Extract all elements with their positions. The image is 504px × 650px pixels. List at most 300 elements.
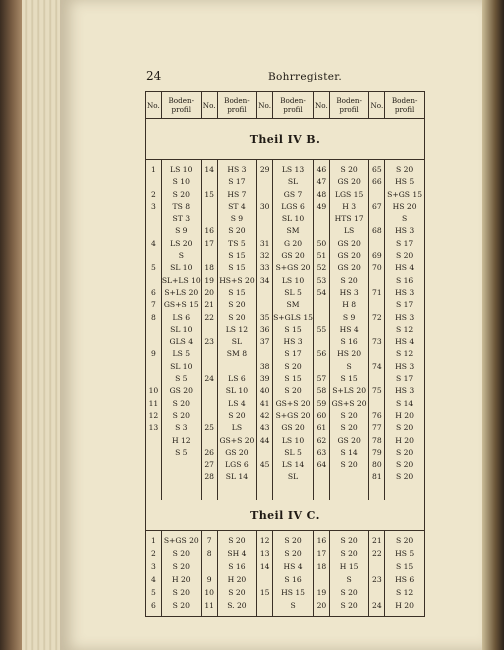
soil-profile-entry: GS+S 20: [275, 398, 311, 408]
header-profil: Boden-profil: [329, 92, 369, 119]
soil-profile-entry: S 12: [395, 588, 414, 598]
soil-profile-entry: LGS 6: [281, 201, 305, 211]
section-body: [146, 160, 425, 501]
soil-profile-entry: LS 10: [281, 275, 305, 285]
no-column: [314, 531, 330, 617]
bore-number: 11: [204, 601, 215, 611]
no-column: [146, 531, 162, 617]
bore-number: [146, 176, 161, 188]
soil-profile-entry: S 20: [340, 410, 358, 420]
bore-number: 17: [316, 549, 327, 559]
soil-profile-entry: S 20: [395, 472, 414, 482]
bore-number: 22: [372, 549, 382, 559]
soil-profile-entry: S 17: [228, 177, 246, 187]
bore-number: 5: [150, 263, 156, 273]
bore-number: [146, 250, 161, 262]
soil-profile-entry: S 15: [284, 324, 302, 334]
bore-number: 12: [259, 536, 270, 546]
soil-profile-entry: S+GS 20: [163, 536, 199, 546]
bore-number: [202, 201, 217, 213]
soil-profile-entry: S 12: [395, 324, 414, 334]
bore-number: [146, 225, 161, 237]
bore-number: 66: [372, 177, 382, 187]
no-column: [314, 160, 330, 501]
soil-profile-entry: S 20: [340, 536, 358, 546]
soil-profile-entry: HS 6: [395, 575, 415, 585]
soil-profile-entry: GS 7: [283, 189, 303, 199]
header-row: [146, 92, 425, 119]
bore-number: 34: [259, 275, 270, 285]
header-profil: Boden-profil: [385, 92, 425, 119]
bore-number: 2: [150, 189, 156, 199]
bore-number: 22: [204, 312, 215, 322]
soil-profile-entry: S 15: [228, 263, 246, 273]
section-title: Theil IV B.: [146, 119, 425, 160]
bore-number: [202, 385, 217, 397]
soil-profile-entry: S 20: [284, 549, 302, 559]
soil-profile-entry: S 20: [228, 226, 246, 236]
soil-profile-entry: SL+LS 10: [161, 275, 201, 285]
bore-number: 35: [259, 312, 270, 322]
soil-profile-entry: HS 4: [395, 263, 415, 273]
soil-profile-entry: S: [346, 575, 352, 585]
soil-profile-entry: S 10: [172, 177, 190, 187]
profil-column: [385, 531, 425, 617]
bore-number: 2: [150, 549, 156, 559]
soil-profile-entry: GS 20: [225, 447, 249, 457]
soil-profile-entry: S+GS 20: [275, 263, 311, 273]
soil-profile-entry: H 20: [171, 575, 191, 585]
soil-profile-entry: LS 4: [228, 398, 246, 408]
soil-profile-entry: HS 20: [337, 349, 362, 359]
bore-number: 30: [259, 201, 270, 211]
soil-profile-entry: S 20: [284, 361, 302, 371]
soil-profile-entry: HS+S 20: [219, 275, 255, 285]
bore-number: 14: [259, 562, 270, 572]
profil-column: [161, 160, 201, 501]
bore-number: [202, 560, 217, 573]
bore-number: 71: [372, 287, 382, 297]
bore-number: 4: [150, 238, 156, 248]
bore-number: [257, 225, 272, 237]
bore-number: 13: [148, 423, 159, 433]
bore-number: [202, 361, 217, 373]
section-heading-row: [146, 119, 425, 160]
soil-profile-entry: S 9: [230, 214, 244, 224]
bore-number: 7: [206, 536, 212, 546]
bore-number: [202, 348, 217, 360]
soil-profile-entry: SM: [286, 300, 300, 310]
soil-profile-entry: S 20: [172, 549, 190, 559]
soil-profile-entry: HS 5: [395, 177, 415, 187]
soil-profile-entry: HS 15: [281, 588, 305, 598]
bore-number: [202, 213, 217, 225]
bore-number: 70: [372, 263, 382, 273]
profil-column: [273, 531, 314, 617]
bore-number: 15: [259, 588, 270, 598]
soil-profile-entry: HS 3: [395, 287, 415, 297]
bore-number: 45: [259, 460, 270, 470]
no-column: [369, 160, 385, 501]
bore-number: [202, 398, 217, 410]
soil-profile-entry: S 20: [228, 300, 246, 310]
soil-profile-entry: S 16: [340, 337, 358, 347]
soil-profile-entry: [218, 361, 257, 373]
bore-register-table: [145, 91, 425, 617]
soil-profile-entry: H 20: [395, 601, 414, 611]
soil-profile-entry: S 20: [340, 601, 358, 611]
soil-profile-entry: SL 14: [225, 472, 249, 482]
soil-profile-entry: S 16: [395, 275, 414, 285]
bore-number: [257, 599, 272, 612]
bore-number: 24: [204, 374, 215, 384]
soil-profile-entry: S 15: [228, 287, 246, 297]
bore-number: 6: [150, 287, 156, 297]
bore-number: [314, 573, 329, 586]
bore-number: [369, 560, 384, 573]
soil-profile-entry: S+GS 15: [387, 189, 423, 199]
bore-number: 51: [316, 251, 327, 261]
bore-number: 3: [150, 201, 156, 211]
header-no: No.: [369, 92, 385, 119]
soil-profile-entry: S 20: [228, 536, 246, 546]
book-spine: [0, 0, 22, 650]
soil-profile-entry: S+LS 20: [164, 287, 199, 297]
section-heading-row: [146, 500, 425, 531]
soil-profile-entry: SL 10: [225, 386, 249, 396]
header-profil: Boden-profil: [217, 92, 257, 119]
bore-number: 55: [316, 324, 327, 334]
soil-profile-entry: S: [290, 601, 296, 611]
soil-profile-entry: GS 20: [281, 423, 305, 433]
no-column: [369, 531, 385, 617]
soil-profile-entry: H 8: [342, 300, 357, 310]
soil-profile-entry: S 20: [395, 447, 414, 457]
soil-profile-entry: SL: [231, 337, 243, 347]
bore-number: 16: [204, 226, 215, 236]
bore-number: [369, 213, 384, 225]
bore-number: 80: [372, 460, 382, 470]
header-no: No.: [146, 92, 162, 119]
soil-profile-entry: LS 12: [225, 324, 249, 334]
soil-profile-entry: TS 5: [228, 238, 246, 248]
soil-profile-entry: HS 20: [392, 201, 417, 211]
soil-profile-entry: S 16: [284, 575, 302, 585]
bore-number: 8: [150, 312, 156, 322]
bore-number: [257, 299, 272, 311]
bore-number: [369, 324, 384, 336]
bore-number: 77: [372, 423, 382, 433]
bore-number: 74: [372, 361, 382, 371]
bore-number: [146, 373, 161, 385]
bore-number: 20: [316, 601, 327, 611]
soil-profile-entry: HS 4: [283, 562, 303, 572]
soil-profile-entry: GLS 4: [169, 337, 194, 347]
soil-profile-entry: S+LS 20: [332, 386, 367, 396]
soil-profile-entry: S 20: [172, 588, 190, 598]
bore-number: [257, 287, 272, 299]
soil-profile-entry: H 12: [171, 435, 191, 445]
soil-profile-entry: S+GLS 15: [273, 312, 314, 322]
soil-profile-entry: LS 14: [281, 460, 305, 470]
bore-number: [202, 176, 217, 188]
soil-profile-entry: S. 20: [227, 601, 247, 611]
bore-number: [257, 189, 272, 201]
bore-number: [202, 484, 217, 496]
soil-profile-entry: LS 13: [281, 165, 305, 174]
soil-profile-entry: S 20: [172, 601, 190, 611]
bore-number: 21: [372, 536, 382, 546]
soil-profile-entry: GS 20: [337, 177, 361, 187]
soil-profile-entry: S 20: [172, 562, 190, 572]
soil-profile-entry: S 9: [175, 226, 188, 236]
soil-profile-entry: HS 4: [339, 324, 359, 334]
bore-number: 54: [316, 287, 327, 297]
soil-profile-entry: S 20: [172, 189, 190, 199]
soil-profile-entry: S 20: [284, 536, 302, 546]
soil-profile-entry: S 20: [340, 460, 358, 470]
bore-number: 27: [204, 460, 215, 470]
bore-number: 58: [316, 386, 327, 396]
bore-number: 57: [316, 374, 327, 384]
soil-profile-entry: S 16: [228, 562, 246, 572]
soil-profile-entry: H 3: [342, 201, 357, 211]
soil-profile-entry: ST 4: [228, 201, 246, 211]
right-page-edge: [482, 0, 504, 650]
soil-profile-entry: HS 7: [227, 189, 247, 199]
soil-profile-entry: GS 20: [337, 251, 361, 261]
bore-number: 23: [372, 575, 382, 585]
soil-profile-entry: SL 10: [281, 214, 305, 224]
bore-number: [257, 447, 272, 459]
bore-number: 4: [150, 575, 156, 585]
bore-number: 76: [372, 410, 382, 420]
header-no: No.: [314, 92, 330, 119]
bore-number: 17: [204, 238, 215, 248]
bore-number: [314, 361, 329, 373]
soil-profile-entry: H 20: [395, 410, 414, 420]
bore-number: [369, 238, 384, 250]
soil-profile-entry: S: [402, 214, 408, 224]
soil-profile-entry: SL 10: [170, 263, 193, 273]
soil-profile-entry: S 9: [342, 312, 356, 322]
soil-profile-entry: SH 4: [227, 549, 247, 559]
page-edges: [22, 0, 62, 650]
bore-number: 64: [316, 460, 327, 470]
bore-number: [202, 410, 217, 422]
bore-number: 25: [204, 423, 215, 433]
soil-profile-entry: S 20: [340, 275, 358, 285]
no-column: [257, 160, 273, 501]
bore-number: 61: [316, 423, 327, 433]
header-no: No.: [257, 92, 273, 119]
bore-number: 18: [204, 263, 215, 273]
soil-profile-entry: S 17: [395, 374, 414, 384]
bore-number: 1: [150, 165, 156, 174]
bore-number: 68: [372, 226, 382, 236]
bore-number: 49: [316, 201, 327, 211]
soil-profile-entry: S: [178, 251, 184, 261]
bore-number: 69: [372, 251, 382, 261]
header-profil: Boden-profil: [273, 92, 314, 119]
soil-profile-entry: SL: [287, 177, 299, 187]
bore-number: [314, 312, 329, 324]
no-column: [201, 160, 217, 501]
bore-number: [146, 435, 161, 447]
soil-profile-entry: S 20: [228, 588, 246, 598]
soil-profile-entry: S 20: [284, 386, 302, 396]
bore-number: 24: [372, 601, 382, 611]
bore-number: [146, 336, 161, 348]
bore-number: 81: [372, 472, 382, 482]
bore-number: 50: [316, 238, 327, 248]
soil-profile-entry: SL 5: [284, 447, 302, 457]
bore-number: [369, 373, 384, 385]
bore-number: 65: [372, 165, 382, 174]
bore-number: 67: [372, 201, 382, 211]
profil-column: [385, 160, 425, 501]
bore-number: 32: [259, 251, 270, 261]
bore-number: 48: [316, 189, 327, 199]
bore-number: [369, 275, 384, 287]
bore-number: 36: [259, 324, 270, 334]
bore-number: 41: [259, 398, 270, 408]
bore-number: 9: [150, 349, 156, 359]
section-body: [146, 531, 425, 617]
soil-profile-entry: LGS 15: [334, 189, 364, 199]
bore-number: 72: [372, 312, 382, 322]
soil-profile-entry: S 20: [395, 251, 414, 261]
bore-number: 63: [316, 447, 327, 457]
bore-number: [314, 336, 329, 348]
bore-number: [257, 213, 272, 225]
bore-number: 26: [204, 447, 215, 457]
bore-number: 23: [204, 337, 215, 347]
soil-profile-entry: S 17: [395, 238, 414, 248]
soil-profile-entry: S 15: [340, 374, 358, 384]
bore-number: 73: [372, 337, 382, 347]
bore-number: 59: [316, 398, 327, 408]
bore-number: 33: [259, 263, 270, 273]
soil-profile-entry: S 17: [284, 349, 302, 359]
header-no: No.: [201, 92, 217, 119]
soil-profile-entry: HS 3: [395, 361, 415, 371]
bore-number: [314, 213, 329, 225]
soil-profile-entry: HS 3: [339, 287, 359, 297]
bore-number: 19: [316, 588, 327, 598]
bore-number: 18: [316, 562, 327, 572]
soil-profile-entry: S 5: [175, 374, 188, 384]
profil-column: [273, 160, 314, 501]
soil-profile-entry: HS 3: [227, 165, 247, 174]
bore-number: [146, 361, 161, 373]
bore-number: 78: [372, 435, 382, 445]
bore-number: 39: [259, 374, 270, 384]
soil-profile-entry: S 17: [395, 300, 414, 310]
soil-profile-entry: LS 10: [281, 435, 305, 445]
bore-number: 12: [148, 410, 159, 420]
soil-profile-entry: SL 10: [170, 361, 193, 371]
soil-profile-entry: GS 20: [169, 386, 193, 396]
bore-number: [257, 176, 272, 188]
no-column: [257, 531, 273, 617]
bore-number: 47: [316, 177, 327, 187]
bore-number: [369, 299, 384, 311]
bore-number: 53: [316, 275, 327, 285]
bore-number: 3: [150, 562, 156, 572]
profil-column: [217, 531, 257, 617]
bore-number: [369, 189, 384, 201]
no-column: [146, 160, 162, 501]
soil-profile-entry: LS 6: [172, 312, 191, 322]
bore-number: [146, 275, 161, 287]
soil-profile-entry: SM 8: [226, 349, 248, 359]
soil-profile-entry: S 12: [395, 349, 414, 359]
soil-profile-entry: GS 20: [337, 435, 361, 445]
profil-column: [329, 160, 369, 501]
soil-profile-entry: GS+S 15: [163, 300, 199, 310]
bore-number: [369, 348, 384, 360]
soil-profile-entry: LS 10: [170, 165, 193, 174]
soil-profile-entry: GS 20: [281, 251, 305, 261]
bore-number: [146, 213, 161, 225]
soil-profile-entry: S 20: [395, 423, 414, 433]
bore-number: 79: [372, 447, 382, 457]
bore-number: [314, 225, 329, 237]
bore-number: 16: [316, 536, 327, 546]
soil-profile-entry: H 20: [227, 575, 247, 585]
bore-number: 62: [316, 435, 327, 445]
soil-profile-entry: HS 3: [395, 312, 415, 322]
soil-profile-entry: G 20: [283, 238, 303, 248]
bore-number: 10: [148, 386, 159, 396]
bore-number: [257, 573, 272, 586]
bore-number: 14: [204, 165, 215, 174]
bore-number: 60: [316, 410, 327, 420]
bore-number: 11: [148, 398, 159, 408]
soil-profile-entry: GS+S 20: [219, 435, 255, 445]
bore-number: [202, 324, 217, 336]
bore-number: 5: [150, 588, 156, 598]
bore-number: [257, 471, 272, 483]
bore-number: 20: [204, 287, 215, 297]
soil-profile-entry: S 14: [395, 398, 414, 408]
soil-profile-entry: S: [346, 361, 352, 371]
profil-column: [161, 531, 201, 617]
running-head: Bohrregister.: [268, 71, 343, 83]
soil-profile-entry: S+GS 20: [275, 410, 311, 420]
soil-profile-entry: S 5: [175, 447, 188, 457]
soil-profile-entry: S 20: [340, 588, 358, 598]
soil-profile-entry: H 15: [339, 562, 359, 572]
soil-profile-entry: S 20: [395, 536, 414, 546]
soil-profile-entry: LS: [344, 226, 355, 236]
no-column: [201, 531, 217, 617]
soil-profile-entry: HS 3: [283, 337, 303, 347]
bore-number: [369, 398, 384, 410]
soil-profile-entry: LS 5: [172, 349, 191, 359]
soil-profile-entry: LS 6: [228, 374, 246, 384]
soil-profile-entry: S 20: [228, 312, 246, 322]
soil-profile-entry: HS 3: [395, 386, 415, 396]
bore-number: 6: [150, 601, 156, 611]
bore-number: 37: [259, 337, 270, 347]
bore-number: 38: [259, 361, 270, 371]
bore-number: 42: [259, 410, 270, 420]
bore-number: 9: [206, 575, 212, 585]
soil-profile-entry: TS 8: [172, 201, 191, 211]
bore-number: 15: [204, 189, 215, 199]
